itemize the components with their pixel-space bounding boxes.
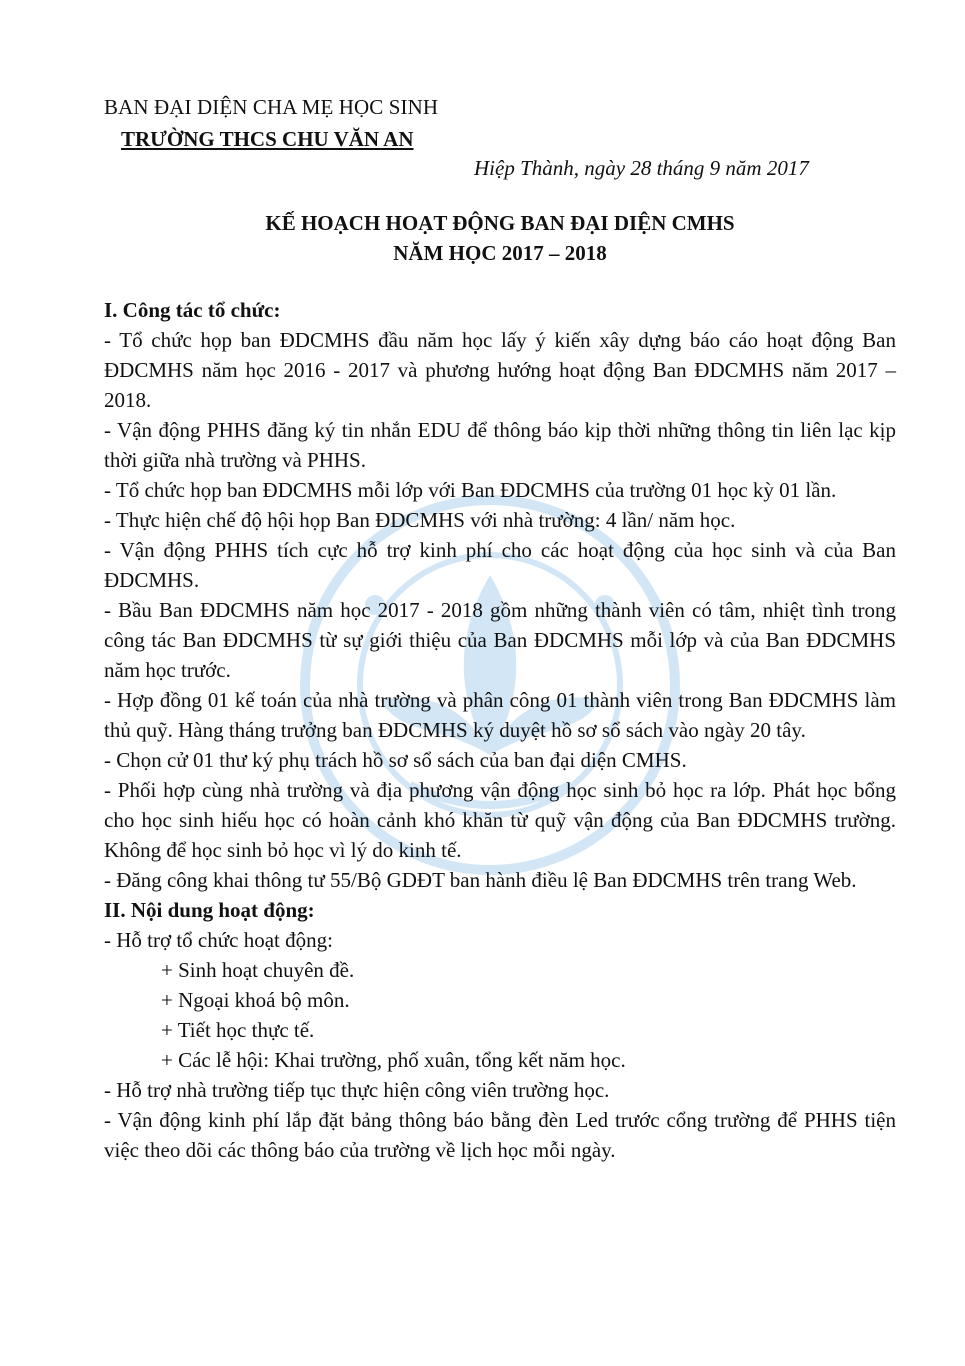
section-1-item: - Vận động PHHS đăng ký tin nhắn EDU để thông báo kịp thời những thông tin liên lạc kịp thời giữa nhà trường và PHHS. [104,418,896,472]
section-2-heading: II. Nội dung hoạt động: [104,898,315,922]
section-1-item: - Thực hiện chế độ hội họp Ban ĐDCMHS với nhà trường: 4 lần/ năm học. [104,508,736,532]
section-1-item: - Chọn cử 01 thư ký phụ trách hồ sơ sổ sách của ban đại diện CMHS. [104,748,687,772]
section-1-item: - Hợp đồng 01 kế toán của nhà trường và phân công 01 thành viên trong Ban ĐDCMHS làm thủ quỹ. Hàng tháng trưởng ban ĐDCMHS ký duyệt hồ sơ sổ sách vào ngày 20 tây. [104,688,896,742]
dateline: Hiệp Thành, ngày 28 tháng 9 năm 2017 [474,156,809,180]
section-2-item: - Vận động kinh phí lắp đặt bảng thông báo bằng đèn Led trước cổng trường để PHHS tiện việc theo dõi các thông báo của trường về lịch học mỗi ngày. [104,1108,896,1162]
section-2-subitem: + Ngoại khoá bộ môn. [161,988,350,1012]
school-name: TRƯỜNG THCS CHU VĂN AN [121,127,414,151]
section-1-item: - Bầu Ban ĐDCMHS năm học 2017 - 2018 gồm những thành viên có tâm, nhiệt tình trong công tác Ban ĐDCMHS từ sự giới thiệu của Ban ĐDCMHS mỗi lớp và của Ban ĐDCMHS năm học trước. [104,598,896,682]
section-2-subitem: + Sinh hoạt chuyên đề. [161,958,355,982]
section-2-intro: - Hỗ trợ tổ chức hoạt động: [104,928,333,952]
org-name-line1: BAN ĐẠI DIỆN CHA MẸ HỌC SINH [104,95,439,119]
document-title [104,208,896,268]
section-1-item: - Tổ chức họp ban ĐDCMHS mỗi lớp với Ban ĐDCMHS của trường 01 học kỳ 01 lần. [104,478,837,502]
title-line-2: NĂM HỌC 2017 – 2018 [393,241,607,265]
section-1-item: - Tổ chức họp ban ĐDCMHS đầu năm học lấy ý kiến xây dựng báo cáo hoạt động Ban ĐDCMHS năm học 2016 - 2017 và phương hướng hoạt động Ban ĐDCMHS năm 2017 – 2018. [104,328,896,412]
section-1-item: - Vận động PHHS tích cực hỗ trợ kinh phí cho các hoạt động của học sinh và của Ban ĐDCMHS. [104,538,896,592]
section-2-subitem: + Các lễ hội: Khai trường, phố xuân, tổng kết năm học. [161,1048,626,1072]
section-1-item: - Phối hợp cùng nhà trường và địa phương vận động học sinh bỏ học ra lớp. Phát học bổng cho học sinh hiếu học có hoàn cảnh khó khăn từ quỹ vận động của Ban ĐDCMHS trường. Không để học sinh bỏ học vì lý do kinh tế. [104,778,896,862]
title-line-1: KẾ HOẠCH HOẠT ĐỘNG BAN ĐẠI DIỆN CMHS [265,211,735,235]
section-2-item: - Hỗ trợ nhà trường tiếp tục thực hiện công viên trường học. [104,1078,610,1102]
section-1-item: - Đăng công khai thông tư 55/Bộ GDĐT ban hành điều lệ Ban ĐDCMHS trên trang Web. [104,868,857,892]
section-1-heading: I. Công tác tổ chức: [104,298,281,322]
document-body [104,92,896,1165]
section-2-subitem: + Tiết học thực tế. [161,1018,315,1042]
